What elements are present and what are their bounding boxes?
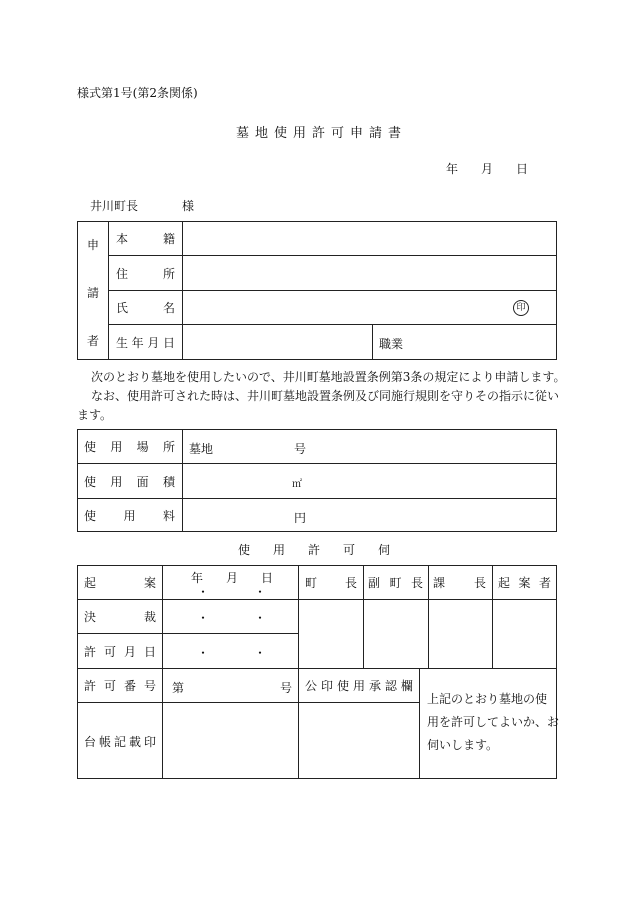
applicant-section-label-1: 申: [87, 238, 100, 252]
seal-icon: 印: [513, 299, 529, 316]
label-usage-place: 使 用 場 所: [84, 440, 175, 454]
note-line-3: 伺いします。: [427, 738, 499, 752]
usage-fee-unit: 円: [294, 511, 307, 525]
header-deputy-mayor: 副 町 長: [368, 576, 423, 590]
page-title: 墓地使用許可申請書: [236, 126, 408, 141]
label-address: 住 所: [116, 266, 175, 281]
addressee: 井川町長: [90, 199, 139, 213]
label-honseki: 本 籍: [116, 232, 175, 246]
note-line-2: 用を許可してよいか、お: [427, 715, 560, 729]
ledger-stamp-field[interactable]: [163, 703, 298, 779]
occupation-label: 職業: [379, 337, 404, 351]
note-line-1: 上記のとおり墓地の使: [427, 692, 548, 706]
date-day-label: 日: [516, 162, 529, 176]
label-decision: 決 裁: [84, 610, 156, 624]
body-line-3: ます。: [77, 408, 113, 422]
usage-fee-field[interactable]: [183, 499, 556, 532]
date-year-label: 年: [446, 162, 459, 176]
draft-dot-2: ・: [254, 585, 267, 599]
label-name: 氏 名: [116, 301, 175, 315]
header-section-chief: 課 長: [433, 576, 486, 590]
decision-dot-1: ・: [197, 611, 210, 625]
label-usage-fee: 使 用 料: [84, 509, 175, 523]
addressee-suffix: 様: [182, 199, 195, 213]
label-birthdate: 生 年 月 日: [116, 336, 175, 350]
label-ledger-stamp: 台 帳 記 載 印: [84, 734, 156, 749]
applicant-section-label-2: 請: [87, 286, 100, 300]
honseki-field[interactable]: [183, 222, 556, 255]
draft-day-label: 日: [261, 571, 274, 585]
draft-dot-1: ・: [197, 585, 210, 599]
date-month-label: 月: [481, 162, 494, 176]
deputy-mayor-stamp-field[interactable]: [364, 600, 428, 668]
drafter-stamp-field[interactable]: [493, 600, 556, 668]
label-draft: 起 案: [84, 576, 156, 590]
applicant-section-label-3: 者: [87, 334, 100, 348]
label-seal-approval: 公 印 使 用 承 認 欄: [305, 679, 413, 693]
permit-date-dot-1: ・: [197, 646, 210, 660]
name-field[interactable]: [183, 291, 556, 324]
form-number: 様式第1号(第2条関係): [77, 86, 198, 100]
address-field[interactable]: [183, 256, 556, 290]
draft-year-label: 年: [191, 571, 204, 585]
birthdate-field[interactable]: [183, 325, 372, 360]
draft-month-label: 月: [226, 571, 239, 585]
usage-area-unit: ㎡: [292, 479, 302, 490]
body-line-2: なお、使用許可された時は、井川町墓地設置条例及び同施行規則を守りその指示に従い: [91, 389, 560, 403]
usage-place-field[interactable]: [183, 430, 556, 463]
usage-place-prefix: 墓地: [189, 442, 214, 456]
label-permit-date: 許 可 月 日: [84, 644, 156, 659]
usage-place-unit: 号: [294, 442, 307, 456]
section-chief-stamp-field[interactable]: [429, 600, 492, 668]
label-permit-number: 許 可 番 号: [84, 679, 156, 693]
header-drafter: 起 案 者: [498, 576, 551, 590]
body-line-1: 次のとおり墓地を使用したいので、井川町墓地設置条例第3条の規定により申請します。: [91, 370, 566, 384]
label-usage-area: 使 用 面 積: [84, 474, 175, 489]
header-mayor: 町 長: [305, 576, 357, 590]
permit-date-dot-2: ・: [254, 646, 267, 660]
seal-approval-field[interactable]: [299, 703, 419, 779]
usage-area-field[interactable]: [183, 464, 556, 498]
approval-title: 使用許可伺: [238, 542, 414, 557]
permit-number-suffix: 号: [280, 681, 293, 695]
permit-number-prefix: 第: [172, 681, 185, 695]
decision-dot-2: ・: [254, 611, 267, 625]
mayor-stamp-field[interactable]: [299, 600, 363, 668]
